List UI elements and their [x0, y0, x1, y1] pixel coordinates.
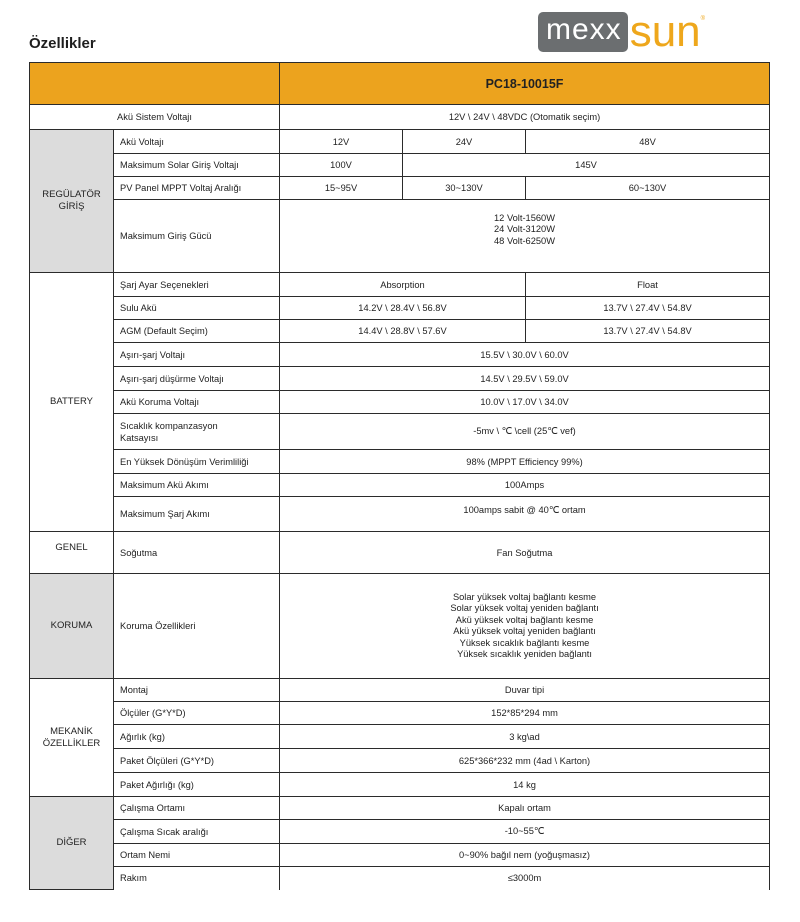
row-label: Çalışma Ortamı — [114, 797, 280, 820]
model-name: PC18-10015F — [280, 63, 770, 105]
row-label: Soğutma — [114, 532, 280, 574]
row-value: 14.5V \ 29.5V \ 59.0V — [280, 367, 770, 391]
row-label: Koruma Özellikleri — [114, 574, 280, 679]
label-line: Sıcaklık kompanzasyon — [120, 420, 218, 431]
value-line: Solar yüksek voltaj yeniden bağlantı — [450, 603, 599, 613]
table-row — [30, 702, 770, 725]
brand-logo — [538, 7, 706, 56]
row-value: 100amps sabit @ 40℃ ortam — [280, 497, 770, 532]
group-label-line: ÖZELLİKLER — [42, 737, 101, 749]
group-other: DİĞER — [30, 797, 114, 890]
page-title: Özellikler — [29, 35, 96, 52]
row-value: 12V \ 24V \ 48VDC (Otomatik seçim) — [280, 105, 770, 130]
group-label-line: REGÜLATÖR — [42, 189, 101, 200]
row-value: 145V — [403, 154, 770, 177]
group-battery: BATTERY — [30, 273, 114, 532]
table-row — [30, 177, 770, 200]
row-label: Aşırı-şarj düşürme Voltajı — [114, 367, 280, 391]
row-value: 13.7V \ 27.4V \ 54.8V — [526, 320, 770, 343]
registered-mark-icon: ® — [700, 16, 706, 22]
table-row — [30, 343, 770, 367]
row-label: Montaj — [114, 679, 280, 702]
logo-sun-text: sun — [629, 7, 701, 56]
row-label — [114, 414, 280, 450]
table-row — [30, 844, 770, 867]
row-value: 14.2V \ 28.4V \ 56.8V — [280, 297, 526, 320]
row-value: Absorption — [280, 273, 526, 297]
row-value: 100Amps — [280, 474, 770, 497]
row-value — [280, 200, 770, 273]
table-row — [30, 105, 770, 130]
value-line: 48 Volt-6250W — [494, 235, 555, 246]
row-value: 12V — [280, 130, 403, 154]
table-row — [30, 820, 770, 844]
row-value: 15~95V — [280, 177, 403, 200]
table-row — [30, 867, 770, 890]
row-label: Maksimum Şarj Akımı — [114, 497, 280, 532]
table-row — [30, 797, 770, 820]
table-row — [30, 725, 770, 749]
row-value: Duvar tipi — [280, 679, 770, 702]
value-line: Solar yüksek voltaj bağlantı kesme — [452, 591, 597, 602]
table-row — [30, 497, 770, 532]
row-label: Çalışma Sıcak aralığı — [114, 820, 280, 844]
table-row — [30, 297, 770, 320]
row-value: -10~55℃ — [280, 820, 770, 844]
value-line: 24 Volt-3120W — [494, 224, 555, 235]
table-row — [30, 367, 770, 391]
table-row — [30, 450, 770, 474]
specification-table — [29, 62, 770, 890]
row-value: 14.4V \ 28.8V \ 57.6V — [280, 320, 526, 343]
row-label: Paket Ağırlığı (kg) — [114, 773, 280, 797]
logo-mexx-text: mexx — [538, 12, 628, 52]
table-row — [30, 679, 770, 702]
table-row — [30, 130, 770, 154]
row-label: Maksimum Giriş Gücü — [114, 200, 280, 273]
row-label: PV Panel MPPT Voltaj Aralığı — [114, 177, 280, 200]
table-row — [30, 154, 770, 177]
row-label: Akü Voltajı — [114, 130, 280, 154]
row-label: Ölçüler (G*Y*D) — [114, 702, 280, 725]
label-line: Katsayısı — [120, 432, 159, 443]
row-label: Ağırlık (kg) — [114, 725, 280, 749]
row-value: 100V — [280, 154, 403, 177]
table-row — [30, 391, 770, 414]
row-value: 152*85*294 mm — [280, 702, 770, 725]
value-line: Akü yüksek voltaj bağlantı kesme — [455, 614, 594, 625]
row-value: Float — [526, 273, 770, 297]
row-value: -5mv \ ℃ \cell (25℃ vef) — [280, 414, 770, 450]
row-value: Fan Soğutma — [280, 532, 770, 574]
table-row — [30, 320, 770, 343]
row-value: 3 kg\ad — [280, 725, 770, 749]
value-line: Yüksek sıcaklık yeniden bağlantı — [457, 649, 592, 659]
table-row — [30, 273, 770, 297]
table-header-row — [30, 63, 770, 105]
row-value: 0~90% bağıl nem (yoğuşmasız) — [280, 844, 770, 867]
row-value: 14 kg — [280, 773, 770, 797]
table-row — [30, 474, 770, 497]
row-value: 30~130V — [403, 177, 526, 200]
row-label: Akü Koruma Voltajı — [114, 391, 280, 414]
group-label-line: MEKANİK — [50, 725, 93, 737]
row-value: 625*366*232 mm (4ad \ Karton) — [280, 749, 770, 773]
group-protection: KORUMA — [30, 574, 114, 679]
row-value: Kapalı ortam — [280, 797, 770, 820]
row-value: 13.7V \ 27.4V \ 54.8V — [526, 297, 770, 320]
table-row — [30, 200, 770, 273]
row-label: Akü Sistem Voltajı — [30, 105, 280, 130]
row-label: AGM (Default Seçim) — [114, 320, 280, 343]
row-value — [280, 574, 770, 679]
row-label: Aşırı-şarj Voltajı — [114, 343, 280, 367]
header-blank-cell — [30, 63, 280, 105]
row-label: Rakım — [114, 867, 280, 890]
table-row — [30, 532, 770, 574]
row-label: Ortam Nemi — [114, 844, 280, 867]
row-value: 10.0V \ 17.0V \ 34.0V — [280, 391, 770, 414]
group-general: GENEL — [30, 532, 114, 574]
table-row — [30, 414, 770, 450]
row-label: En Yüksek Dönüşüm Verimliliği — [114, 450, 280, 474]
table-row — [30, 749, 770, 773]
row-label: Sulu Akü — [114, 297, 280, 320]
row-label: Maksimum Solar Giriş Voltajı — [114, 154, 280, 177]
group-label-line: GİRİŞ — [58, 201, 85, 212]
value-line: 12 Volt-1560W — [494, 212, 555, 223]
row-label: Maksimum Akü Akımı — [114, 474, 280, 497]
table-row — [30, 574, 770, 679]
value-line: Akü yüksek voltaj yeniden bağlantı — [453, 626, 596, 636]
table-row — [30, 773, 770, 797]
group-regulator — [30, 130, 114, 273]
row-value: 98% (MPPT Efficiency 99%) — [280, 450, 770, 474]
row-value: ≤3000m — [280, 867, 770, 890]
value-line: Yüksek sıcaklık bağlantı kesme — [459, 637, 590, 648]
row-value: 60~130V — [526, 177, 770, 200]
group-mechanical — [30, 679, 114, 797]
row-label: Şarj Ayar Seçenekleri — [114, 273, 280, 297]
row-value: 24V — [403, 130, 526, 154]
row-value: 48V — [526, 130, 770, 154]
row-label: Paket Ölçüleri (G*Y*D) — [114, 749, 280, 773]
row-value: 15.5V \ 30.0V \ 60.0V — [280, 343, 770, 367]
